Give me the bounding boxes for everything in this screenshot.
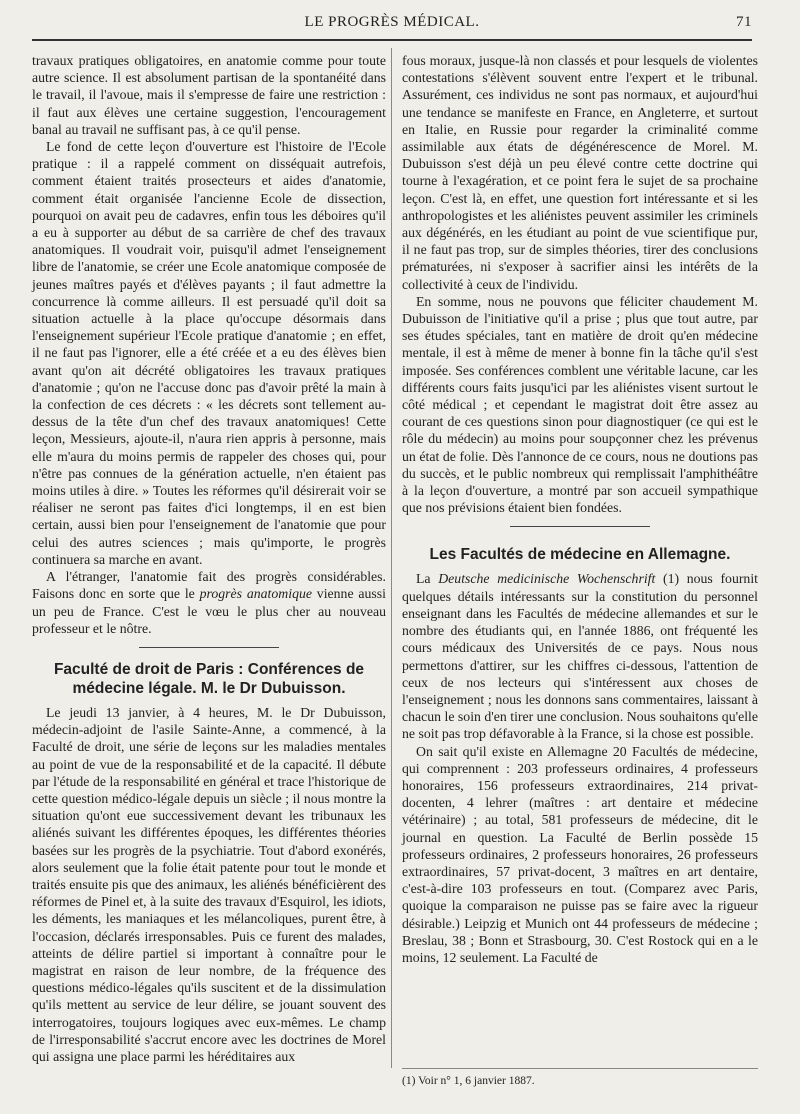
footnote: (1) Voir n° 1, 6 janvier 1887. — [402, 1068, 758, 1087]
article-heading: Les Facultés de médecine en Allemagne. — [429, 546, 731, 564]
section-separator — [510, 526, 650, 527]
left-column — [32, 52, 386, 1065]
paragraph: Le fond de cette leçon d'ouverture est l'histoire de l'Ecole pratique : il a rappelé comment on disséquait autrefois, comment étaient traités prosecteurs et aides d'anatomie, comment était organisée l'ancienne Ecole de dissection, pourquoi on avait peu de cadavres, enfin tous les déboires qu'il a eu à supporter au début de sa carrière de chef des travaux anatomiques. Il voudrait voir, puisqu'il admet l'enseignement libre de l'anatomie, se créer une Ecole anatomique composée de jeunes maîtres payés et d'élèves payants ; il faut admettre la concurrence là comme ailleurs. Il est persuadé qu'il doit sa situation actuelle à la place qu'occupe désormais dans l'enseignement supérieur l'Ecole pratique d'anatomie ; en effet, il ne faut pas l'ignorer, elle a été créée et a eu des élèves bien avant qu'on ait décrété obligatoires les travaux pratiques d'anatomie ; qu'on ne l'accuse donc pas d'avoir prêté la main à la confection de ces décrets : « les décrets sont tellement au-dessus de la tête d'un chef des travaux anatomiques! Cette leçon, Messieurs, ajoute-il, n'aura rien appris à personne, mais elle m'aura du moins permis de rappeler des choses qui, pour n'être pas connues de la génération actuelle, n'en étaient pas moins utiles à dire. » Toutes les réformes qu'il désirerait voir se réaliser ne seront pas faites d'ici longtemps, il en est bien certain, aussi bien pour l'enseignement de l'anatomie que pour celui des autres sciences ; mais qu'importe, le progrès continuera sa marche en avant. — [32, 139, 386, 567]
paragraph: Le jeudi 13 janvier, à 4 heures, M. le Dr Dubuisson, médecin-adjoint de l'asile Sainte-Anne, a commencé, à la Faculté de droit, une série de leçons sur les maladies mentales au point de vue de la responsabilité et de la capacité. Il débute par l'étude de la responsabilité en général et trace l'historique de cette question médico-légale depuis un siècle ; il nous montre la situation qu'ont eue successivement devant les tribunaux les aliénés suivant les différentes époques, les différentes théories basées sur les progrès de la psychiatrie. Tout d'abord exonérés, alors seulement que la folie était patente pour tout le monde et traités ensuite pis que des animaux, les aliénés bénéficièrent des réformes de Pinel et, à la suite des travaux d'Esquirol, les idiots, les déments, les maniaques et les mélancoliques, purent être, à l'occasion, déclarés irresponsables. Puis ce furent des malades, atteints de délire partiel si important à connaître pour le magistrat en raison de leur nombre, de la fréquence des questions médico-légales qu'ils suscitent et de la dissimulation qu'ils mettent au service de leur délire, se jouant souvent des interrogatoires, toujours logiques avec eux-mêmes. Le champ de l'irresponsabilité s'accrut encore avec les doctrines de Morel qui assigna une place parmi les héréditaires aux — [32, 704, 386, 1064]
journal-title: LE PROGRÈS MÉDICAL. — [304, 14, 480, 30]
paragraph: On sait qu'il existe en Allemagne 20 Facultés de médecine, qui comprennent : 203 professeurs ordinaires, 4 professeurs honoraires, 156 professeurs extraordinaires, 214 privat-docenten, 4 lehrer (maîtres : art dentaire et médecine vétérinaire) ; au total, 581 professeurs de médecine, dit le journal en question. La Faculté de Berlin possède 15 professeurs ordinaires, 2 professeurs honoraires, 26 professeurs extraordinaires, 57 privat-docent, 3 maîtres en art dentaire, c'est-à-dire 103 professeurs en tout. (Comparez avec Paris, quoique la comparaison ne puisse pas se faire avec la rigueur désirable.) Leipzig et Munich ont 44 professeurs de médecine ; Breslau, 38 ; Bonn et Strasbourg, 30. C'est Rostock qui en a le moins, 12 seulement. La Faculté de — [402, 743, 758, 965]
column-divider — [391, 48, 392, 1068]
header-rule — [32, 39, 752, 41]
article-heading: Faculté de droit de Paris : Conférences de médecine légale. M. le Dr Dubuisson. — [53, 660, 365, 697]
section-separator — [139, 647, 279, 648]
running-header — [32, 14, 752, 36]
page-number: 71 — [736, 14, 752, 30]
paragraph: La Deutsche medicinische Wochenschrift (1) nous fournit quelques détails intéressants sur la constitution du personnel enseignant dans les Facultés de médecine allemandes et sur le nombre des étudiants qui, en l'année 1886, ont fréquenté les cours médicaux des Universités de ce pays. Nous nous permettons d'attirer, sur les chiffres ci-dessous, l'attention de ceux de nos lecteurs qui s'intéressent aux choses de l'enseignement ; nous les donnons sans commentaires, laissant à chacun le soin d'en tirer une conclusion. Nous souhaitons qu'elle ne soit pas trop défavorable à la France, si la chose est possible. — [402, 571, 758, 742]
right-column — [402, 52, 758, 966]
paragraph: fous moraux, jusque-là non classés et pour lesquels de violentes contestations s'élèvent souvent entre l'expert et le tribunal. Assurément, ces individus ne sont pas normaux, et aujourd'hui une tendance se manifeste en France, en Angleterre, et surtout en Italie, en Russie pour regarder la criminalité comme assimilable aux états de dégénérescence de Morel. M. Dubuisson s'est déjà un peu élevé contre cette doctrine qui tourne à l'exagération, et ce point fera le sujet de sa prochaine leçon. C'est là, en effet, une question fort intéressante et si les anthropologistes et les aliénistes peuvent assimiler les criminels aux dégénérés, en les étudiant au point de vue scientifique pur, il ne faut pas trop, sur de simples théories, tirer des conclusions prématurées, ni s'exposer à sacrifier ainsi les intérêts de la collectivité à ceux de l'individu. — [402, 53, 758, 292]
paragraph: A l'étranger, l'anatomie fait des progrès considérables. Faisons donc en sorte que le progrès anatomique vienne aussi un peu de France. C'est le vœu le plus cher au nouveau professeur et le nôtre. — [32, 569, 386, 636]
paragraph: travaux pratiques obligatoires, en anatomie comme pour toute autre science. Il est absolument partisan de la spontanéité dans le travail, il l'avoue, mais il s'empresse de faire une restriction : il faut aux élèves une certaine suggestion, l'encouragement banal au travail ne suffisant pas, à ce qu'il pense. — [32, 53, 386, 137]
paragraph: En somme, nous ne pouvons que féliciter chaudement M. Dubuisson de l'initiative qu'il a prise ; plus que tout autre, par ses études spéciales, tant en matière de droit qu'en médecine mentale, il est à même de mener à bonne fin la tâche qu'il s'est imposée. Ses conférences comblent une véritable lacune, car les différents cours faits jusqu'ici par les aliénistes visent surtout le côté médical ; et cependant le magistrat doit être assez au courant de ces questions sinon pour diagnostiquer (ce qui est le rôle du médecin) au moins pour soupçonner chez les prévenus un état de folie. Dès l'annonce de ce cours, nous ne doutions pas du succès, et le public nombreux qui remplissait l'amphithéâtre à la leçon d'ouverture, a montré par son accueil sympathique que nos prévisions étaient bien fondées. — [402, 293, 758, 516]
